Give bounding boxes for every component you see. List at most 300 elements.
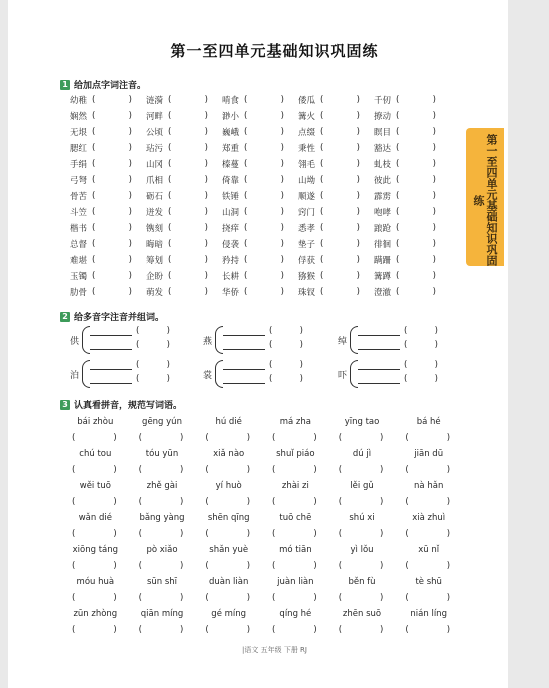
paren-close: ) (246, 497, 251, 507)
polyphonic-answer-line[interactable] (358, 326, 438, 336)
word-item (146, 206, 222, 218)
answer-blank[interactable] (320, 223, 360, 233)
answer-blank[interactable] (244, 159, 284, 169)
paren-close: ) (166, 360, 170, 370)
word-item (70, 110, 146, 122)
word-text: 篝蹲 (374, 272, 392, 282)
answer-blank[interactable] (244, 95, 284, 105)
paren-close: ) (434, 340, 438, 350)
paren-open: ( (136, 374, 140, 384)
paren-open: ( (272, 561, 276, 571)
answer-blank[interactable] (168, 271, 208, 281)
paren-close: ) (246, 593, 251, 603)
answer-blank[interactable] (262, 561, 329, 571)
answer-blank[interactable] (329, 497, 396, 507)
polyphonic-char: 吓 (338, 371, 348, 381)
paren-open: ( (320, 239, 324, 249)
paren-close: ) (432, 175, 436, 185)
paren-open: ( (205, 433, 209, 443)
word-item (70, 142, 146, 154)
paren-close: ) (246, 529, 251, 539)
answer-blank[interactable] (168, 223, 208, 233)
word-blank[interactable] (269, 326, 303, 336)
word-blank[interactable] (404, 326, 438, 336)
answer-blank[interactable] (168, 207, 208, 217)
answer-blank[interactable] (329, 529, 396, 539)
paren-close: ) (356, 127, 360, 137)
paren-open: ( (72, 465, 76, 475)
pinyin-blank[interactable] (90, 375, 132, 384)
paren-close: ) (166, 326, 170, 336)
paren-open: ( (168, 191, 172, 201)
word-text: 爪相 (146, 176, 164, 186)
answer-blank[interactable] (244, 143, 284, 153)
answer-blank[interactable] (168, 255, 208, 265)
paren-open: ( (338, 465, 343, 475)
answer-blank[interactable] (262, 433, 329, 443)
polyphonic-answer-line[interactable] (358, 374, 438, 384)
answer-blank[interactable] (329, 433, 396, 443)
paren-close: ) (180, 465, 184, 475)
paren-close: ) (380, 465, 384, 475)
paren-close: ) (432, 191, 436, 201)
answer-blank[interactable] (92, 207, 132, 217)
answer-blank[interactable] (62, 465, 129, 475)
paren-open: ( (320, 223, 324, 233)
word-item (298, 222, 374, 234)
word-text: 徘徊 (374, 240, 392, 250)
answer-blank[interactable] (262, 625, 329, 635)
answer-blank[interactable] (62, 529, 129, 539)
pinyin-blank[interactable] (90, 361, 132, 370)
answer-blank[interactable] (92, 127, 132, 137)
answer-blank[interactable] (320, 143, 360, 153)
word-item (222, 190, 298, 202)
answer-blank[interactable] (195, 529, 262, 539)
answer-blank[interactable] (262, 593, 329, 603)
answer-blank[interactable] (92, 95, 132, 105)
word-item (374, 254, 450, 266)
word-blank[interactable] (404, 374, 438, 384)
polyphonic-answer-line[interactable] (90, 360, 170, 370)
paren-open: ( (320, 95, 324, 105)
pinyin-row (62, 414, 462, 446)
pinyin-row (62, 510, 462, 542)
answer-blank[interactable] (244, 239, 284, 249)
paren-open: ( (272, 433, 276, 443)
section1-row (70, 108, 450, 124)
paren-open: ( (396, 271, 400, 281)
word-text: 晦暗 (146, 240, 164, 250)
answer-blank[interactable] (329, 465, 396, 475)
paren-close: ) (280, 159, 284, 169)
paren-open: ( (92, 159, 96, 169)
brace (82, 326, 90, 354)
paren-open: ( (205, 561, 209, 571)
polyphonic-char: 裳 (203, 371, 213, 381)
pinyin-text: shǎn yuè (209, 545, 249, 555)
polyphonic-answer-line[interactable] (90, 326, 170, 336)
answer-blank[interactable] (396, 255, 436, 265)
word-text: 侵袭 (222, 240, 240, 250)
pinyin-text: dú jì (352, 449, 372, 459)
answer-blank[interactable] (168, 239, 208, 249)
paren-open: ( (396, 223, 400, 233)
word-text: 瞑目 (374, 128, 392, 138)
pinyin-blank[interactable] (223, 375, 265, 384)
section1-row (70, 92, 450, 108)
pinyin-text: gēng yún (142, 417, 182, 427)
paren-close: ) (204, 239, 208, 249)
paren-open: ( (404, 340, 408, 350)
paren-close: ) (432, 127, 436, 137)
answer-blank[interactable] (320, 191, 360, 201)
pinyin-blank[interactable] (90, 341, 132, 350)
word-blank[interactable] (136, 374, 170, 384)
answer-blank[interactable] (320, 127, 360, 137)
answer-blank[interactable] (396, 207, 436, 217)
paren-close: ) (204, 143, 208, 153)
answer-blank[interactable] (396, 143, 436, 153)
pinyin-blank[interactable] (223, 327, 265, 336)
answer-blank[interactable] (168, 159, 208, 169)
word-item (146, 174, 222, 186)
polyphonic-answer-line[interactable] (223, 360, 303, 370)
answer-blank[interactable] (168, 191, 208, 201)
answer-blank[interactable] (129, 529, 196, 539)
word-text: 涟漪 (146, 96, 164, 106)
paren-close: ) (313, 497, 317, 507)
paren-open: ( (72, 433, 76, 443)
paren-open: ( (272, 497, 276, 507)
answer-blank[interactable] (92, 191, 132, 201)
paren-close: ) (204, 271, 208, 281)
polyphonic-char: 燕 (203, 337, 213, 347)
word-text: 镌刻 (146, 224, 164, 234)
paren-close: ) (128, 95, 132, 105)
paren-open: ( (396, 287, 400, 297)
answer-blank[interactable] (320, 95, 360, 105)
paren-close: ) (356, 191, 360, 201)
brace (215, 360, 223, 388)
paren-open: ( (338, 625, 343, 635)
word-item (70, 190, 146, 202)
paren-close: ) (446, 561, 451, 571)
word-item (298, 190, 374, 202)
answer-blank[interactable] (62, 497, 129, 507)
answer-blank[interactable] (396, 271, 436, 281)
answer-blank[interactable] (329, 625, 396, 635)
paren-open: ( (72, 561, 76, 571)
paren-close: ) (432, 143, 436, 153)
answer-blank[interactable] (320, 207, 360, 217)
polyphonic-answer-line[interactable] (90, 374, 170, 384)
section1-row (70, 124, 450, 140)
answer-blank[interactable] (262, 529, 329, 539)
paren-open: ( (396, 95, 400, 105)
answer-blank[interactable] (320, 175, 360, 185)
answer-blank[interactable] (92, 271, 132, 281)
answer-blank[interactable] (168, 287, 208, 297)
answer-blank[interactable] (129, 625, 196, 635)
answer-blank[interactable] (320, 159, 360, 169)
answer-blank[interactable] (168, 95, 208, 105)
paren-open: ( (396, 207, 400, 217)
word-item (70, 238, 146, 250)
paren-open: ( (244, 175, 248, 185)
word-item (374, 158, 450, 170)
word-text: 撩动 (374, 112, 392, 122)
answer-blank[interactable] (396, 111, 436, 121)
pinyin-blank[interactable] (90, 327, 132, 336)
answer-blank[interactable] (320, 111, 360, 121)
answer-blank[interactable] (62, 433, 129, 443)
section1-row (70, 156, 450, 172)
answer-blank[interactable] (92, 255, 132, 265)
paren-close: ) (166, 340, 170, 350)
answer-blank[interactable] (62, 625, 129, 635)
pinyin-blank[interactable] (358, 361, 400, 370)
paren-open: ( (396, 159, 400, 169)
word-text: 倚靠 (222, 176, 240, 186)
word-text: 山冈 (146, 160, 164, 170)
paren-open: ( (272, 625, 276, 635)
word-item (222, 254, 298, 266)
answer-blank[interactable] (329, 561, 396, 571)
answer-blank[interactable] (396, 95, 436, 105)
answer-blank[interactable] (396, 287, 436, 297)
section1-row (70, 284, 450, 300)
answer-blank[interactable] (396, 239, 436, 249)
polyphonic-answer-line[interactable] (223, 374, 303, 384)
word-item (70, 222, 146, 234)
section3-heading-text: 认真看拼音，规范写词语。 (74, 401, 183, 411)
answer-blank[interactable] (320, 287, 360, 297)
word-item (374, 190, 450, 202)
answer-blank[interactable] (244, 207, 284, 217)
paren-close: ) (280, 111, 284, 121)
answer-blank[interactable] (195, 593, 262, 603)
answer-blank[interactable] (262, 497, 329, 507)
word-item (374, 174, 450, 186)
section1-row (70, 172, 450, 188)
answer-blank[interactable] (195, 561, 262, 571)
answer-blank[interactable] (396, 159, 436, 169)
answer-blank[interactable] (244, 127, 284, 137)
answer-blank[interactable] (396, 223, 436, 233)
paren-close: ) (356, 255, 360, 265)
paren-close: ) (204, 191, 208, 201)
answer-blank[interactable] (168, 111, 208, 121)
paren-close: ) (246, 465, 251, 475)
paren-open: ( (320, 127, 324, 137)
answer-blank[interactable] (329, 593, 396, 603)
word-text: 肋骨 (70, 288, 88, 298)
word-item (70, 254, 146, 266)
paren-open: ( (92, 191, 96, 201)
paren-close: ) (446, 625, 451, 635)
paren-open: ( (244, 127, 248, 137)
pinyin-text: yì lǒu (350, 545, 374, 555)
paren-close: ) (299, 360, 303, 370)
pinyin-blank[interactable] (358, 327, 400, 336)
answer-blank[interactable] (92, 111, 132, 121)
paren-close: ) (446, 465, 451, 475)
answer-blank[interactable] (92, 239, 132, 249)
answer-blank[interactable] (395, 625, 462, 635)
paren-close: ) (313, 561, 317, 571)
answer-blank[interactable] (92, 159, 132, 169)
paren-close: ) (356, 223, 360, 233)
answer-blank[interactable] (129, 465, 196, 475)
word-blank[interactable] (269, 340, 303, 350)
paren-close: ) (356, 239, 360, 249)
paren-close: ) (246, 561, 251, 571)
word-item (374, 286, 450, 298)
answer-blank[interactable] (395, 561, 462, 571)
word-item (146, 158, 222, 170)
answer-blank[interactable] (395, 593, 462, 603)
word-blank[interactable] (404, 360, 438, 370)
paren-open: ( (396, 143, 400, 153)
answer-blank[interactable] (395, 497, 462, 507)
word-text: 娴然 (70, 112, 88, 122)
word-text: 顺遂 (298, 192, 316, 202)
pinyin-blank[interactable] (223, 361, 265, 370)
answer-blank[interactable] (320, 239, 360, 249)
answer-blank[interactable] (129, 593, 196, 603)
word-blank[interactable] (136, 360, 170, 370)
paren-open: ( (320, 175, 324, 185)
answer-blank[interactable] (62, 593, 129, 603)
word-blank[interactable] (404, 340, 438, 350)
paren-open: ( (92, 287, 96, 297)
word-text: 翎毛 (298, 160, 316, 170)
answer-blank[interactable] (168, 175, 208, 185)
polyphonic-char: 绰 (338, 337, 348, 347)
paren-close: ) (313, 529, 317, 539)
answer-blank[interactable] (92, 143, 132, 153)
word-item (222, 222, 298, 234)
pinyin-text: zhēn suō (342, 609, 382, 619)
paren-close: ) (434, 326, 438, 336)
pinyin-blank[interactable] (358, 341, 400, 350)
paren-open: ( (405, 497, 409, 507)
answer-blank[interactable] (195, 465, 262, 475)
answer-blank[interactable] (92, 223, 132, 233)
pinyin-blank[interactable] (223, 341, 265, 350)
answer-blank[interactable] (396, 127, 436, 137)
pinyin-text: lěi gǔ (350, 481, 374, 491)
answer-blank[interactable] (129, 497, 196, 507)
answer-blank[interactable] (195, 433, 262, 443)
paren-open: ( (168, 111, 172, 121)
paren-open: ( (272, 529, 276, 539)
paren-open: ( (405, 593, 409, 603)
paren-open: ( (92, 111, 96, 121)
answer-blank[interactable] (396, 175, 436, 185)
paren-close: ) (204, 255, 208, 265)
answer-blank[interactable] (395, 433, 462, 443)
answer-blank[interactable] (320, 255, 360, 265)
answer-blank[interactable] (195, 625, 262, 635)
answer-blank[interactable] (244, 175, 284, 185)
paren-close: ) (180, 529, 184, 539)
answer-blank[interactable] (244, 223, 284, 233)
pinyin-text: shuǐ piáo (276, 449, 315, 459)
answer-blank[interactable] (244, 191, 284, 201)
paren-open: ( (138, 625, 142, 635)
paren-open: ( (320, 159, 324, 169)
answer-blank[interactable] (244, 255, 284, 265)
paren-open: ( (320, 143, 324, 153)
answer-blank[interactable] (320, 271, 360, 281)
paren-close: ) (280, 223, 284, 233)
word-text: 萌发 (146, 288, 164, 298)
word-text: 迸发 (146, 208, 164, 218)
word-item (70, 158, 146, 170)
word-text: 窍门 (298, 208, 316, 218)
paren-open: ( (338, 593, 343, 603)
answer-blank[interactable] (168, 127, 208, 137)
word-item (222, 270, 298, 282)
polyphonic-answer-line[interactable] (358, 360, 438, 370)
paren-open: ( (138, 593, 142, 603)
section1-row (70, 268, 450, 284)
answer-blank[interactable] (129, 561, 196, 571)
answer-blank[interactable] (195, 497, 262, 507)
polyphonic-answer-line[interactable] (223, 326, 303, 336)
paren-open: ( (405, 529, 409, 539)
polyphonic-answer-line[interactable] (90, 340, 170, 350)
paren-open: ( (136, 340, 140, 350)
answer-blank[interactable] (168, 143, 208, 153)
paren-open: ( (168, 255, 172, 265)
answer-blank[interactable] (395, 465, 462, 475)
answer-blank[interactable] (395, 529, 462, 539)
word-text: 公顷 (146, 128, 164, 138)
paren-open: ( (168, 143, 172, 153)
paren-close: ) (280, 207, 284, 217)
word-blank[interactable] (269, 374, 303, 384)
word-blank[interactable] (136, 340, 170, 350)
word-blank[interactable] (136, 326, 170, 336)
paren-close: ) (299, 374, 303, 384)
answer-blank[interactable] (129, 433, 196, 443)
answer-blank[interactable] (92, 287, 132, 297)
word-item (222, 286, 298, 298)
answer-blank[interactable] (244, 111, 284, 121)
polyphonic-answer-line[interactable] (223, 340, 303, 350)
pinyin-text: bái zhòu (77, 417, 114, 427)
answer-blank[interactable] (62, 561, 129, 571)
word-blank[interactable] (269, 360, 303, 370)
answer-blank[interactable] (262, 465, 329, 475)
paren-open: ( (168, 175, 172, 185)
paren-open: ( (92, 143, 96, 153)
paren-open: ( (396, 239, 400, 249)
section1-heading-text: 给加点字词注音。 (74, 81, 147, 91)
pinyin-blank[interactable] (358, 375, 400, 384)
paren-open: ( (244, 159, 248, 169)
answer-blank[interactable] (92, 175, 132, 185)
answer-blank[interactable] (396, 191, 436, 201)
pinyin-text: tè shū (415, 577, 442, 587)
pinyin-text: gé míng (211, 609, 247, 619)
answer-blank[interactable] (244, 287, 284, 297)
answer-blank[interactable] (244, 271, 284, 281)
polyphonic-answer-line[interactable] (358, 340, 438, 350)
